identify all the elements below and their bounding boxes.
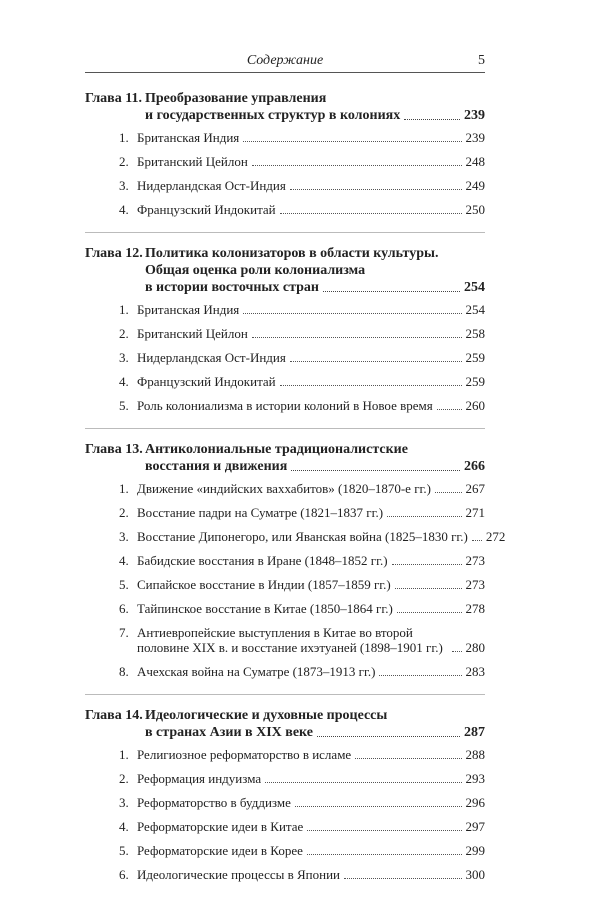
entry-page-number: 278 (465, 601, 485, 616)
entry-page-number: 260 (465, 398, 485, 413)
toc-entry[interactable] (85, 553, 485, 568)
dot-leader (435, 492, 462, 493)
dot-leader (291, 470, 460, 471)
entry-title: Британский Цейлон (137, 154, 248, 169)
chapter-title-line: Политика колонизаторов в области культуры. (145, 246, 439, 261)
dot-leader (295, 806, 462, 807)
entry-number: 1. (119, 481, 129, 496)
toc-entry[interactable] (85, 795, 485, 810)
entry-number: 4. (119, 819, 129, 834)
chapter-section (85, 90, 485, 233)
entry-number: 1. (119, 130, 129, 145)
chapter-title-line: Преобразование управления (145, 91, 327, 106)
toc-entry[interactable] (85, 481, 485, 496)
chapter-page-number: 287 (464, 725, 485, 740)
entry-title: Британский Цейлон (137, 326, 248, 341)
toc-entry[interactable] (85, 302, 485, 317)
entry-number: 4. (119, 374, 129, 389)
entry-title: Религиозное реформаторство в исламе (137, 747, 352, 762)
dot-leader (307, 830, 461, 831)
entry-page-number: 267 (465, 481, 485, 496)
entry-page-number: 239 (465, 130, 485, 145)
entry-title: Реформаторские идеи в Корее (137, 843, 303, 858)
dot-leader (452, 651, 462, 652)
entry-page-number: 258 (465, 326, 485, 341)
entry-page-number: 259 (465, 350, 485, 365)
chapter-section (85, 441, 506, 695)
entry-number: 6. (119, 867, 129, 882)
dot-leader (290, 361, 462, 362)
entry-title: Реформаторские идеи в Китае (137, 819, 304, 834)
entry-number: 5. (119, 577, 129, 592)
entry-title: Сипайское восстание в Индии (1857–1859 гг.) (137, 577, 391, 592)
entry-page-number: 297 (465, 819, 485, 834)
chapter-title-line: Антиколониальные традиционалистские (145, 442, 408, 457)
chapter-title-line: в странах Азии в XIX веке (145, 725, 313, 740)
dot-leader (395, 588, 462, 589)
entry-number: 3. (119, 350, 129, 365)
toc-entry[interactable] (85, 577, 485, 592)
entry-page-number: 288 (465, 747, 485, 762)
entry-title: Антиевропейские выступления в Китае во второй половине XIX в. и восстание ихэтуаней (1898–1901 гг.) (137, 625, 443, 655)
dot-leader (243, 313, 461, 314)
toc-entry[interactable] (85, 374, 485, 389)
entry-number: 3. (119, 795, 129, 810)
chapter-title-line: Идеологические и духовные процессы (145, 708, 388, 723)
chapter-title-line: и государственных структур в колониях (145, 108, 401, 123)
entry-number: 4. (119, 202, 129, 217)
chapter-label: Глава 12. (85, 246, 143, 261)
dot-leader (280, 385, 462, 386)
entry-title: Французский Индокитай (137, 202, 276, 217)
toc-entry[interactable] (85, 130, 485, 145)
dot-leader (387, 516, 461, 517)
toc-entry[interactable] (85, 154, 485, 169)
entry-page-number: 254 (465, 302, 485, 317)
dot-leader (243, 141, 461, 142)
entry-number: 2. (119, 154, 129, 169)
toc-entry[interactable] (85, 326, 485, 341)
running-header (85, 52, 485, 73)
dot-leader (404, 119, 460, 120)
dot-leader (323, 291, 460, 292)
entry-title: Бабидские восстания в Иране (1848–1852 гг.) (137, 553, 388, 568)
entry-title: Тайпинское восстание в Китае (1850–1864 гг.) (137, 601, 393, 616)
entry-title: Реформация индуизма (137, 771, 262, 786)
dot-leader (379, 675, 461, 676)
entry-page-number: 250 (465, 202, 485, 217)
entry-page-number: 300 (465, 867, 485, 882)
entry-number: 5. (119, 398, 129, 413)
dot-leader (355, 758, 461, 759)
entry-title: Восстание Дипонегоро, или Яванская война (1825–1830 гг.) (137, 529, 468, 544)
entry-title: Идеологические процессы в Японии (137, 867, 340, 882)
entry-number: 8. (119, 664, 129, 679)
dot-leader (307, 854, 462, 855)
dot-leader (472, 540, 482, 541)
entry-title: Ачехская война на Суматре (1873–1913 гг.) (137, 664, 376, 679)
entry-number: 2. (119, 771, 129, 786)
entry-page-number: 299 (465, 843, 485, 858)
entry-title: Роль колониализма в истории колоний в Новое время (137, 398, 433, 413)
entry-page-number: 273 (465, 553, 485, 568)
entry-number: 6. (119, 601, 129, 616)
chapter-heading[interactable] (85, 90, 485, 124)
entry-title: Нидерландская Ост-Индия (137, 178, 286, 193)
entry-number: 2. (119, 326, 129, 341)
chapter-label: Глава 11. (85, 91, 142, 106)
dot-leader (280, 213, 462, 214)
chapter-page-number: 239 (464, 108, 485, 123)
chapter-page-number: 266 (464, 459, 485, 474)
entry-number: 5. (119, 843, 129, 858)
toc-entry[interactable] (85, 601, 485, 616)
chapter-label: Глава 14. (85, 708, 143, 723)
entry-title: Британская Индия (137, 302, 240, 317)
dot-leader (437, 409, 462, 410)
toc-entry[interactable] (85, 747, 485, 762)
toc-entry[interactable] (85, 398, 485, 413)
dot-leader (265, 782, 461, 783)
entry-title: Реформаторство в буддизме (137, 795, 291, 810)
toc-entry[interactable] (85, 867, 485, 882)
entry-page-number: 293 (465, 771, 485, 786)
chapter-heading[interactable] (85, 245, 485, 296)
entry-number: 1. (119, 747, 129, 762)
entry-title: Восстание падри на Суматре (1821–1837 гг.) (137, 505, 384, 520)
chapter-label: Глава 13. (85, 442, 143, 457)
entry-page-number: 283 (465, 664, 485, 679)
entry-number: 7. (119, 625, 129, 640)
entry-page-number: 280 (465, 640, 485, 655)
entry-page-number: 272 (485, 529, 506, 544)
entry-number: 3. (119, 178, 129, 193)
dot-leader (252, 337, 462, 338)
entry-page-number: 248 (465, 154, 485, 169)
toc-entry[interactable] (85, 529, 506, 544)
toc-entry[interactable] (85, 843, 485, 858)
toc-entry[interactable] (85, 350, 485, 365)
entry-title: Движение «индийских ваххабитов» (1820–1870-е гг.) (137, 481, 431, 496)
dot-leader (252, 165, 462, 166)
toc-entry[interactable] (85, 625, 485, 655)
chapter-heading[interactable] (85, 707, 485, 741)
entry-title: Французский Индокитай (137, 374, 276, 389)
toc-entry[interactable] (85, 505, 485, 520)
entry-number: 2. (119, 505, 129, 520)
dot-leader (392, 564, 462, 565)
entry-page-number: 259 (465, 374, 485, 389)
table-of-contents (85, 90, 506, 909)
chapter-page-number: 254 (464, 280, 485, 295)
toc-entry[interactable] (85, 664, 485, 679)
dot-leader (317, 736, 460, 737)
entry-page-number: 249 (465, 178, 485, 193)
toc-entry[interactable] (85, 771, 485, 786)
entry-page-number: 271 (465, 505, 485, 520)
entry-number: 3. (119, 529, 129, 544)
header-page-number: 5 (478, 53, 485, 68)
dot-leader (344, 878, 462, 879)
chapter-heading[interactable] (85, 441, 485, 475)
header-title: Содержание (246, 53, 324, 68)
entry-page-number: 273 (465, 577, 485, 592)
entry-page-number: 296 (465, 795, 485, 810)
toc-entry[interactable] (85, 819, 485, 834)
dot-leader (397, 612, 462, 613)
chapter-title-line: в истории восточных стран (145, 280, 319, 295)
chapter-title-line: восстания и движения (145, 459, 288, 474)
toc-entry[interactable] (85, 178, 485, 193)
dot-leader (290, 189, 462, 190)
entry-number: 4. (119, 553, 129, 568)
entry-title: Нидерландская Ост-Индия (137, 350, 286, 365)
chapter-section (85, 707, 485, 897)
toc-entry[interactable] (85, 202, 485, 217)
chapter-title-line: Общая оценка роли колониализма (145, 263, 366, 278)
chapter-section (85, 245, 485, 429)
entry-title: Британская Индия (137, 130, 240, 145)
entry-number: 1. (119, 302, 129, 317)
